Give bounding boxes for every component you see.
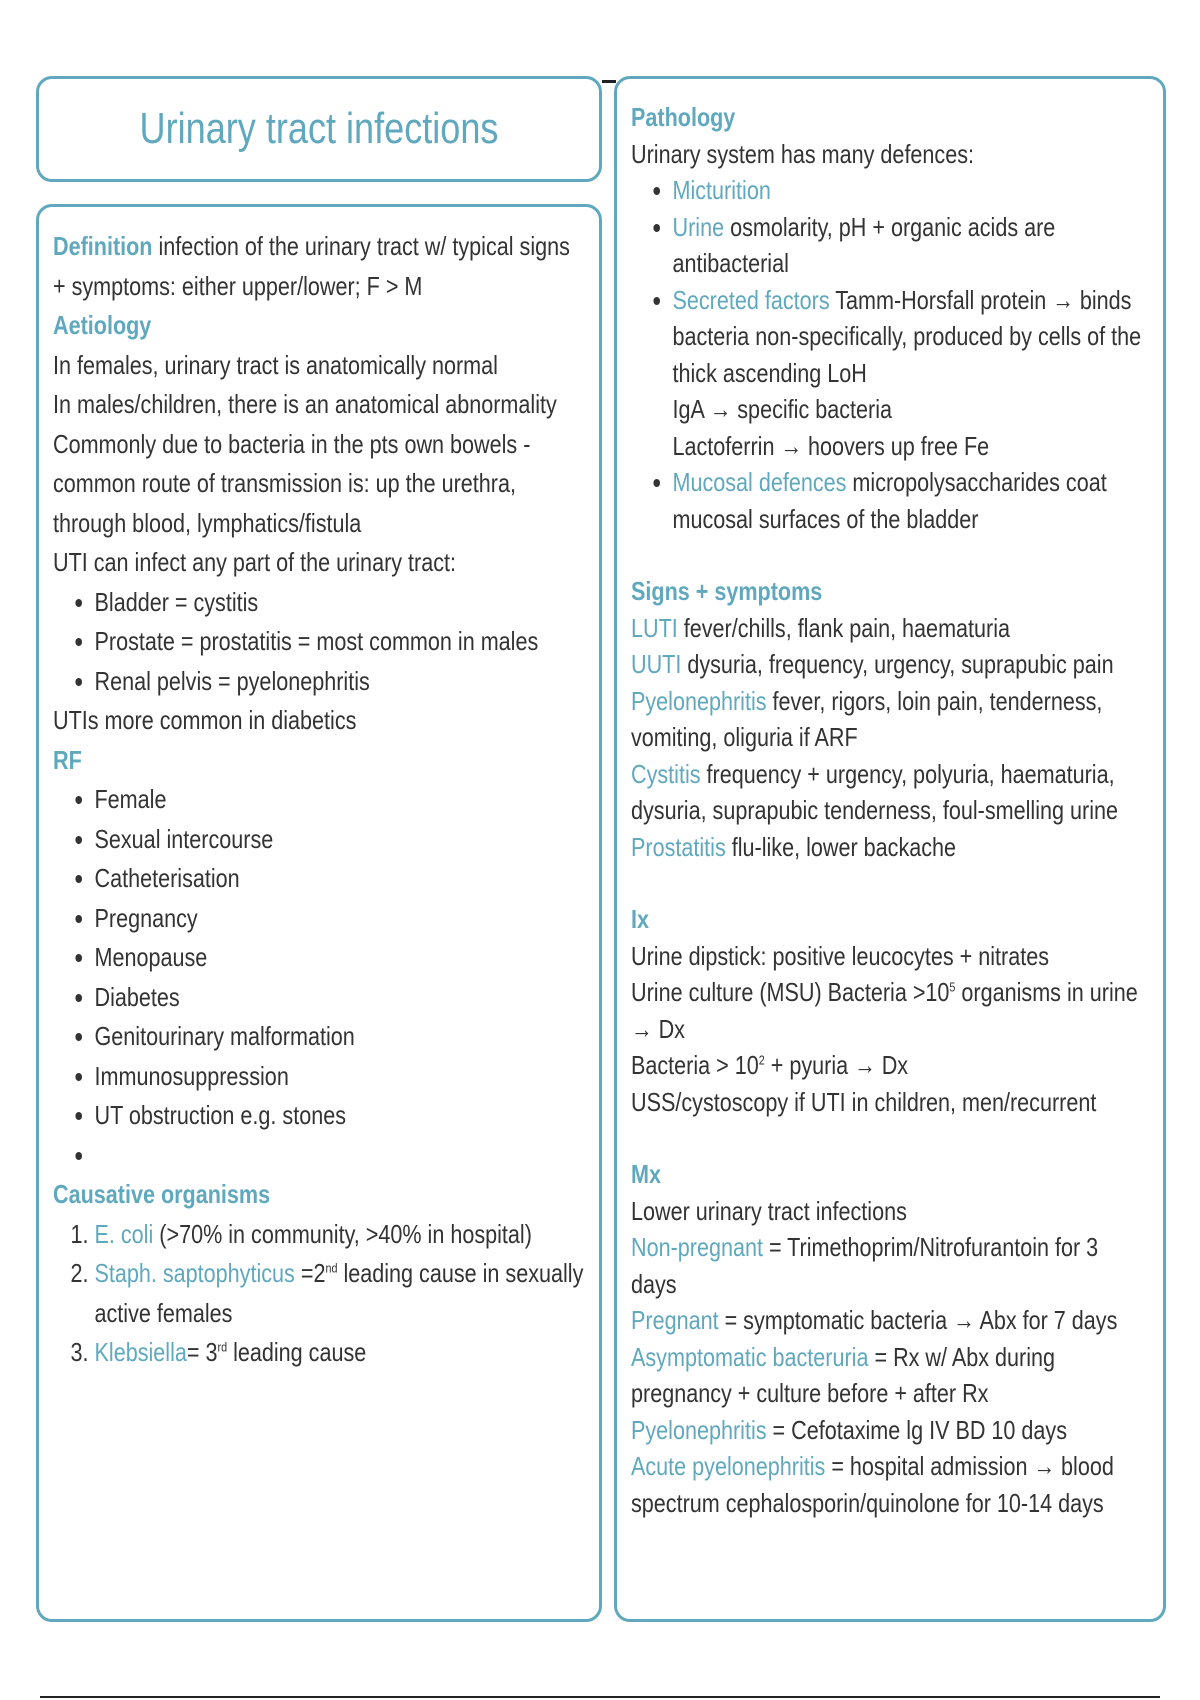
ix-text: Bacteria > 10 [631, 1050, 759, 1080]
organisms-list [53, 1215, 585, 1373]
mx-name: Asymptomatic bacteruria [631, 1341, 869, 1372]
defence-name: Micturition [672, 175, 771, 205]
sign-line [631, 756, 1149, 829]
defence-name: Secreted factors [672, 284, 830, 315]
list-item: • Genitourinary malformation [95, 1017, 585, 1057]
mx-name: Pyelonephritis [631, 1414, 767, 1445]
mx-line [631, 1302, 1149, 1339]
diabetics-line: UTIs more common in diabetics [53, 705, 357, 735]
list-item [95, 1136, 585, 1176]
defence-subline: Lactoferrin → hoovers up free Fe [672, 430, 990, 461]
list-item [673, 209, 1149, 282]
list-item: • UT obstruction e.g. stones [95, 1096, 585, 1136]
sign-name: UUTI [631, 649, 682, 679]
signs-heading: Signs + symptoms [631, 576, 823, 606]
mx-heading: Mx [631, 1159, 661, 1189]
mx-name: Non-pregnant [631, 1232, 763, 1262]
uti-parts-list [53, 583, 585, 702]
list-item [673, 172, 1149, 209]
ix-text: organisms in urine → Dx [631, 977, 1138, 1044]
sign-name: Prostatitis [631, 831, 726, 862]
ix-line [631, 974, 1149, 1047]
pathology-intro: Urinary system has many defences: [631, 138, 975, 169]
sign-name: LUTI [631, 612, 678, 643]
sign-name: Pyelonephritis [631, 685, 767, 716]
defence-text: micropolysaccharides coat mucosal surfaces of the bladder [672, 467, 1107, 534]
sign-line [631, 829, 1149, 866]
aetiology-line: In females, urinary tract is anatomically normal [53, 349, 498, 380]
superscript: 5 [949, 979, 956, 995]
mx-text: = Cefotaxime lg IV BD 10 days [766, 1414, 1068, 1445]
mx-line [631, 1229, 1149, 1302]
list-item: • Prostate = prostatitis = most common in males [95, 622, 585, 662]
definition-heading: Definition [53, 231, 153, 261]
list-item: • Diabetes [95, 978, 585, 1018]
ix-line: Urine dipstick: positive leucocytes + nitrates [631, 940, 1050, 971]
divider [602, 80, 616, 83]
organism-name: E. coli [94, 1218, 154, 1249]
organism-name: Staph. saptophyticus [94, 1258, 295, 1288]
mx-text: = Rx w/ Abx during pregnancy + culture before + after Rx [631, 1341, 1056, 1408]
mx-text: = symptomatic bacteria → Abx for 7 days [718, 1305, 1118, 1335]
list-item [673, 282, 1149, 465]
sign-text: fever/chills, flank pain, haematuria [677, 612, 1011, 643]
list-item: • Immunosuppression [95, 1057, 585, 1097]
sign-line [631, 683, 1149, 756]
sign-text: frequency + urgency, polyuria, haematuria, dysuria, suprapubic tenderness, foul-smelling urine [631, 758, 1119, 825]
list-item: • Catheterisation [95, 859, 585, 899]
list-item: • Pregnancy [95, 899, 585, 939]
aetiology-line: Commonly due to bacteria in the pts own bowels - common route of transmission is: up the urethra, through blood, lymphatics/fistula [53, 428, 531, 538]
definition-paragraph [53, 227, 585, 306]
rf-heading: RF [53, 744, 82, 775]
right-column [614, 76, 1166, 1622]
organisms-heading: Causative organisms [53, 1179, 271, 1209]
mx-intro: Lower urinary tract infections [631, 1195, 907, 1226]
list-item: • Bladder = cystitis [95, 583, 585, 623]
mx-text: = Trimethoprim/Nitrofurantoin for 3 days [631, 1232, 1099, 1299]
pathology-heading: Pathology [631, 102, 736, 132]
list-item [95, 1333, 585, 1373]
organism-text: leading cause [227, 1337, 367, 1367]
mx-line [631, 1339, 1149, 1412]
mx-line [631, 1412, 1149, 1449]
defences-list [631, 172, 1149, 537]
ix-line [631, 1047, 1149, 1084]
sign-line [631, 646, 1149, 683]
ix-text: Urine culture (MSU) Bacteria >10 [631, 977, 950, 1007]
ix-text: + pyuria → Dx [764, 1050, 909, 1080]
definition-text: infection of the urinary tract w/ typical signs + symptoms: either upper/lower; F > M [53, 231, 570, 301]
organism-text: =2 [294, 1258, 326, 1288]
aetiology-heading: Aetiology [53, 310, 152, 340]
organism-text: leading cause in sexually active females [94, 1258, 584, 1328]
sign-line [631, 610, 1149, 647]
superscript: 2 [758, 1052, 765, 1068]
superscript: nd [325, 1260, 338, 1276]
mx-name: Pregnant [631, 1305, 719, 1335]
list-item: • Renal pelvis = pyelonephritis [95, 662, 585, 702]
rf-list [53, 780, 585, 1175]
mx-line [631, 1448, 1149, 1521]
organism-name: Klebsiella [94, 1337, 187, 1367]
ix-line: USS/cystoscopy if UTI in children, men/recurrent [631, 1086, 1097, 1117]
list-item [95, 1215, 585, 1255]
defence-text: Tamm-Horsfall protein → binds bacteria non-specifically, produced by cells of the thick ascending LoH [672, 284, 1142, 388]
sign-text: flu-like, lower backache [725, 831, 957, 862]
sign-text: fever, rigors, loin pain, tenderness, vomiting, oliguria if ARF [631, 685, 1103, 752]
organism-text: = 3 [186, 1337, 218, 1367]
ix-heading: Ix [631, 904, 650, 934]
defence-text: osmolarity, pH + organic acids are antibacterial [672, 211, 1056, 278]
organism-text: (>70% in community, >40% in hospital) [159, 1218, 532, 1249]
page-title: Urinary tract infections [139, 104, 499, 153]
left-column [36, 204, 602, 1622]
sign-name: Cystitis [631, 758, 701, 789]
defence-name: Mucosal defences [672, 467, 847, 497]
list-item: • Female [95, 780, 585, 820]
divider [40, 1696, 1160, 1698]
defence-name: Urine [672, 211, 725, 242]
list-item: • Sexual intercourse [95, 820, 585, 860]
list-item [95, 1254, 585, 1333]
mx-name: Acute pyelonephritis [631, 1451, 826, 1481]
title-box [36, 76, 602, 182]
list-item [673, 464, 1149, 537]
aetiology-line: UTI can infect any part of the urinary tract: [53, 547, 457, 577]
defence-subline: IgA → specific bacteria [672, 394, 893, 424]
mx-text: = hospital admission → blood spectrum cephalosporin/quinolone for 10-14 days [631, 1451, 1114, 1518]
list-item: • Menopause [95, 938, 585, 978]
aetiology-line: In males/children, there is an anatomical abnormality [53, 389, 557, 419]
superscript: rd [217, 1339, 228, 1355]
sign-text: dysuria, frequency, urgency, suprapubic pain [681, 649, 1114, 679]
